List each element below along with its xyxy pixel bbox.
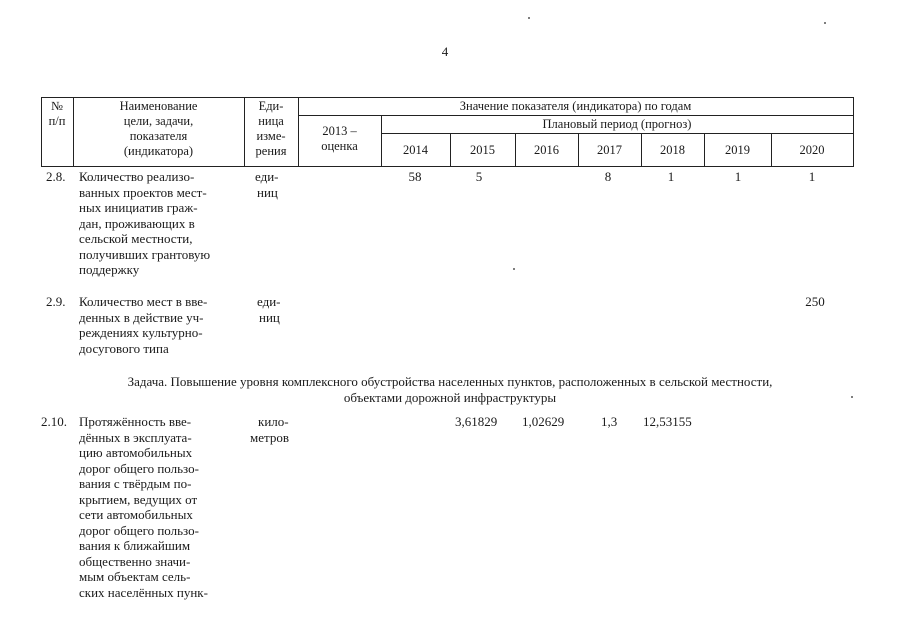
header-name: Наименование цели, задачи, показателя (индикатора): [119, 99, 198, 158]
unit-line: еди-: [255, 169, 279, 184]
name-line: дённых в эксплуата-: [79, 429, 192, 445]
name-line: вания к ближайшим: [79, 538, 191, 553]
header-plan-group: Плановый период (прогноз): [542, 117, 692, 131]
name-line: денных в действие уч-: [79, 309, 204, 325]
scan-speck: [528, 17, 530, 19]
header-year: 2020: [799, 143, 825, 157]
name-line: дорог общего пользо-: [79, 522, 199, 538]
value-2015: 1,02629: [522, 414, 565, 429]
row-number: 2.10.: [41, 414, 67, 429]
name-line: Количество реализо-: [79, 169, 195, 184]
name-line: Количество мест в вве-: [79, 294, 208, 309]
header-year: 2015: [470, 143, 495, 157]
name-line: мым объектам сель-: [79, 569, 191, 584]
name-line: получивших грантовую: [79, 246, 211, 262]
name-line: сети автомобильных: [79, 507, 193, 522]
name-line: вания с твёрдым по-: [79, 476, 192, 491]
page-number: 4: [441, 44, 449, 59]
header-year: 2014: [403, 143, 428, 157]
scan-speck: [824, 22, 826, 24]
header-values-group: Значение показателя (индикатора) по годам: [459, 99, 692, 113]
table-header: [41, 97, 853, 167]
unit-line: ниц: [257, 185, 278, 200]
value-2019: 1: [734, 169, 742, 184]
name-line: дорог общего пользо-: [79, 460, 199, 476]
task-line: объектами дорожной инфраструктуры: [343, 390, 557, 405]
name-line: общественно значи-: [79, 553, 191, 569]
scan-speck: [513, 268, 515, 270]
name-line: сельской местности,: [79, 231, 193, 246]
unit-line: метров: [250, 430, 289, 445]
name-line: Протяжённость вве-: [79, 414, 192, 429]
name-line: поддержку: [79, 262, 140, 277]
name-line: ванных проектов мест-: [79, 184, 207, 200]
name-line: крытием, ведущих от: [79, 491, 198, 507]
name-line: ных инициатив граж-: [79, 200, 198, 215]
unit-line: еди-: [257, 294, 281, 309]
value-2020: 1: [808, 169, 816, 184]
name-line: досугового типа: [79, 340, 169, 356]
value-2017: 12,53155: [643, 414, 692, 429]
unit-line: ниц: [259, 310, 280, 325]
header-year: 2018: [660, 143, 685, 157]
name-line: реждениях культурно-: [79, 325, 203, 340]
indicator-name: [79, 169, 238, 278]
unit-line: кило-: [258, 414, 289, 429]
value-2016: 1,3: [601, 414, 618, 429]
value-2017: 8: [604, 169, 612, 184]
name-line: цию автомобильных: [79, 445, 193, 460]
header-year: 2017: [597, 143, 622, 157]
scan-speck: [851, 396, 853, 398]
value-2020: 250: [805, 294, 825, 309]
value-2014: 3,61829: [455, 414, 498, 429]
task-title: [40, 374, 860, 406]
header-year: 2016: [534, 143, 559, 157]
header-unit: Еди- ница изме- рения: [255, 99, 287, 158]
header-estimate: 2013 – оценка: [321, 124, 358, 153]
task-line: Задача. Повышение уровня комплексного обустройства населенных пунктов, расположенных в сельской местности,: [127, 374, 773, 389]
row-number: 2.9.: [46, 294, 66, 309]
value-2014: 58: [408, 169, 422, 184]
row-number: 2.8.: [46, 169, 66, 184]
value-2018: 1: [667, 169, 675, 184]
name-line: ских населённых пунк-: [79, 584, 208, 600]
indicator-name: [79, 414, 238, 600]
indicator-name: [79, 294, 238, 356]
name-line: дан, проживающих в: [79, 215, 195, 231]
header-year: 2019: [725, 143, 750, 157]
value-2015: 5: [475, 169, 483, 184]
header-num: № п/п: [48, 99, 66, 128]
